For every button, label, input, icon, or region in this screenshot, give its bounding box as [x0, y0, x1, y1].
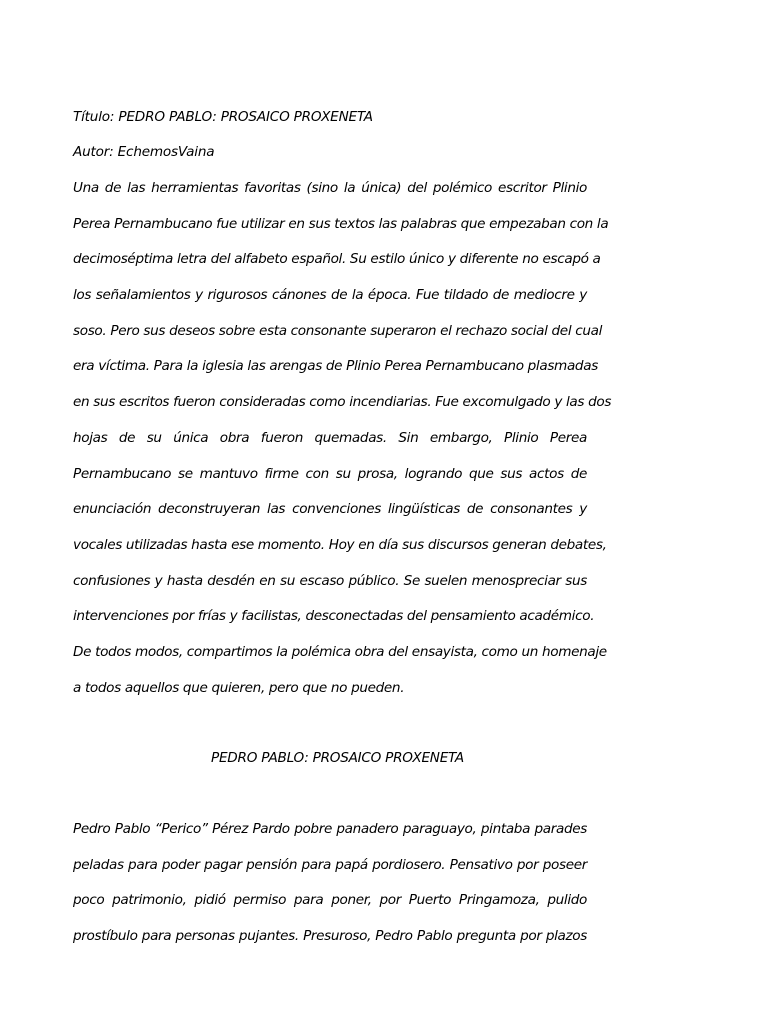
- intro-line: soso. Pero sus deseos sobre esta consonante superaron el rechazo social del cual: [73, 322, 603, 339]
- intro-paragraph: [73, 178, 612, 713]
- intro-line: De todos modos, compartimos la polémica obra del ensayista, como un homenaje: [73, 643, 607, 660]
- intro-line: decimoséptima letra del alfabeto español. Su estilo único y diferente no escapó a: [73, 251, 601, 268]
- intro-line: Perea Pernambucano fue utilizar en sus textos las palabras que empezaban con la: [73, 215, 609, 232]
- intro-line: en sus escritos fueron consideradas como incendiarias. Fue excomulgado y las dos: [73, 394, 612, 411]
- document-author: Autor: EchemosVaina: [73, 144, 215, 160]
- intro-line: hojas de su única obra fueron quemadas. Sin embargo, Plinio Perea: [73, 429, 587, 446]
- intro-line: Pernambucano se mantuvo firme con su prosa, logrando que sus actos de: [73, 465, 587, 482]
- intro-line: enunciación deconstruyeran las convenciones lingüísticas de consonantes y: [73, 501, 587, 518]
- intro-line: a todos aquellos que quieren, pero que no pueden.: [73, 679, 405, 696]
- story-line: prostíbulo para personas pujantes. Presuroso, Pedro Pablo pregunta por plazos: [73, 928, 587, 945]
- intro-line: era víctima. Para la iglesia las arengas de Plinio Perea Pernambucano plasmadas: [73, 358, 598, 375]
- story-line: peladas para poder pagar pensión para papá pordiosero. Pensativo por poseer: [73, 856, 587, 873]
- intro-line: vocales utilizadas hasta ese momento. Hoy en día sus discursos generan debates,: [73, 536, 607, 553]
- story-paragraph: [73, 819, 587, 962]
- intro-line: intervenciones por frías y facilistas, desconectadas del pensamiento académico.: [73, 608, 595, 625]
- story-line: Pedro Pablo “Perico” Pérez Pardo pobre panadero paraguayo, pintaba parades: [73, 821, 587, 837]
- intro-line: los señalamientos y rigurosos cánones de la época. Fue tildado de mediocre y: [73, 287, 587, 304]
- intro-line: confusiones y hasta desdén en su escaso público. Se suelen menospreciar sus: [73, 572, 587, 589]
- document-title: Título: PEDRO PABLO: PROSAICO PROXENETA: [73, 109, 373, 125]
- story-line: poco patrimonio, pidió permiso para poner, por Puerto Pringamoza, pulido: [73, 892, 587, 909]
- intro-line: Una de las herramientas favoritas (sino la única) del polémico escritor Plinio: [73, 180, 587, 196]
- story-heading: PEDRO PABLO: PROSAICO PROXENETA: [211, 750, 464, 766]
